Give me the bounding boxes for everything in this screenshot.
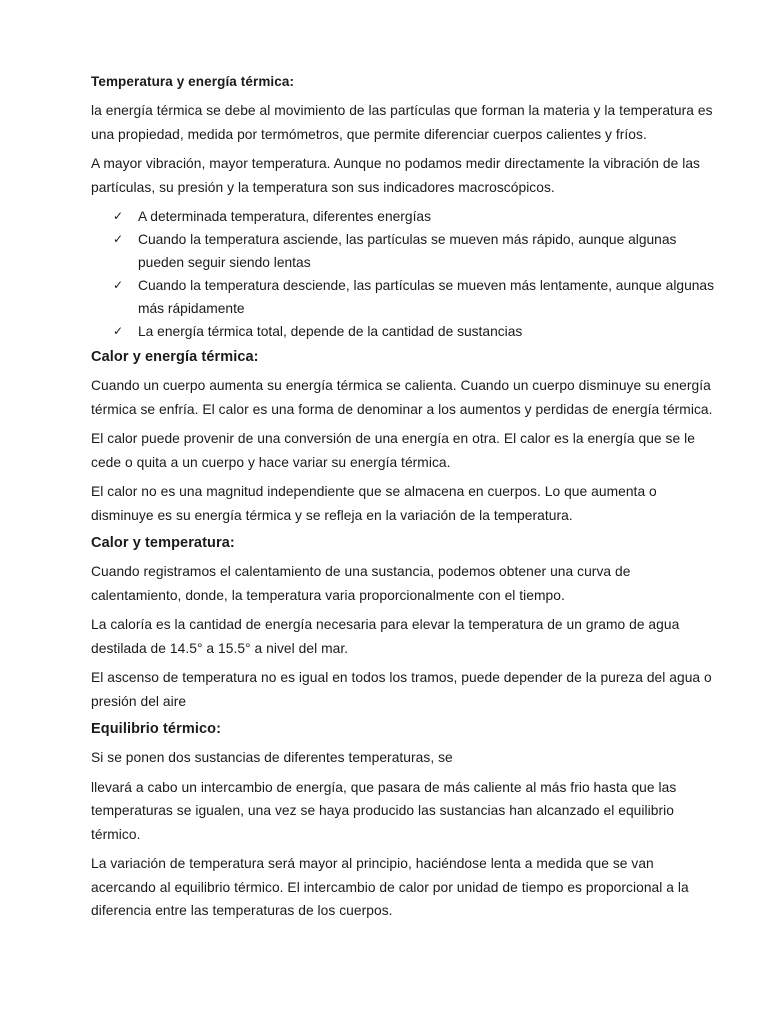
section-heading: Temperatura y energía térmica:	[91, 74, 295, 89]
paragraph: la energía térmica se debe al movimiento de las partículas que forman la materia y la temperatura es una propiedad, medida por termómetros, que permite diferenciar cuerpos calientes y fríos.	[91, 103, 713, 142]
checkmark-icon: ✓	[113, 232, 124, 246]
checklist-item-text: Cuando la temperatura desciende, las partículas se mueven más lentamente, aunque algunas más rápidamente	[138, 278, 714, 316]
document-page	[91, 72, 721, 929]
paragraph: La caloría es la cantidad de energía necesaria para elevar la temperatura de un gramo de agua destilada de 14.5° a 15.5° a nivel del mar.	[91, 617, 680, 656]
paragraph: Si se ponen dos sustancias de diferentes temperaturas, se	[91, 750, 453, 765]
checklist-item-text: La energía térmica total, depende de la cantidad de sustancias	[138, 324, 523, 339]
section-heading: Calor y energía térmica:	[91, 349, 259, 365]
paragraph: El calor no es una magnitud independiente que se almacena en cuerpos. Lo que aumenta o disminuye es su energía térmica y se refleja en la variación de la temperatura.	[91, 484, 657, 523]
checkmark-icon: ✓	[113, 324, 124, 338]
checklist-item	[91, 320, 721, 343]
checklist	[91, 205, 721, 343]
section-heading: Calor y temperatura:	[91, 535, 235, 551]
checklist-item	[91, 274, 721, 320]
checklist-item	[91, 228, 721, 274]
paragraph: A mayor vibración, mayor temperatura. Aunque no podamos medir directamente la vibración de las partículas, su presión y la temperatura son sus indicadores macroscópicos.	[91, 156, 701, 195]
paragraph: llevará a cabo un intercambio de energía, que pasara de más caliente al más frio hasta que las temperaturas se igualen, una vez se haya producido las sustancias han alcanzado el equilibrio térmico.	[91, 779, 677, 842]
checkmark-icon: ✓	[113, 209, 124, 223]
paragraph: La variación de temperatura será mayor al principio, haciéndose lenta a medida que se van acercando al equilibrio térmico. El intercambio de calor por unidad de tiempo es proporcional a la diferencia entre las temperaturas de los cuerpos.	[91, 856, 689, 918]
paragraph: Cuando un cuerpo aumenta su energía térmica se calienta. Cuando un cuerpo disminuye su energía térmica se enfría. El calor es una forma de denominar a los aumentos y perdidas de energía térmica.	[91, 378, 713, 417]
paragraph: Cuando registramos el calentamiento de una sustancia, podemos obtener una curva de calentamiento, donde, la temperatura varia proporcionalmente con el tiempo.	[91, 564, 631, 603]
paragraph: El ascenso de temperatura no es igual en todos los tramos, puede depender de la pureza del agua o presión del aire	[91, 670, 712, 709]
checklist-item-text: A determinada temperatura, diferentes energías	[138, 209, 431, 224]
paragraph: El calor puede provenir de una conversión de una energía en otra. El calor es la energía que se le cede o quita a un cuerpo y hace variar su energía térmica.	[91, 431, 695, 470]
checklist-item-text: Cuando la temperatura asciende, las partículas se mueven más rápido, aunque algunas pueden seguir siendo lentas	[138, 232, 677, 270]
checkmark-icon: ✓	[113, 278, 124, 292]
section-heading: Equilibrio térmico:	[91, 721, 221, 737]
checklist-item	[91, 205, 721, 228]
